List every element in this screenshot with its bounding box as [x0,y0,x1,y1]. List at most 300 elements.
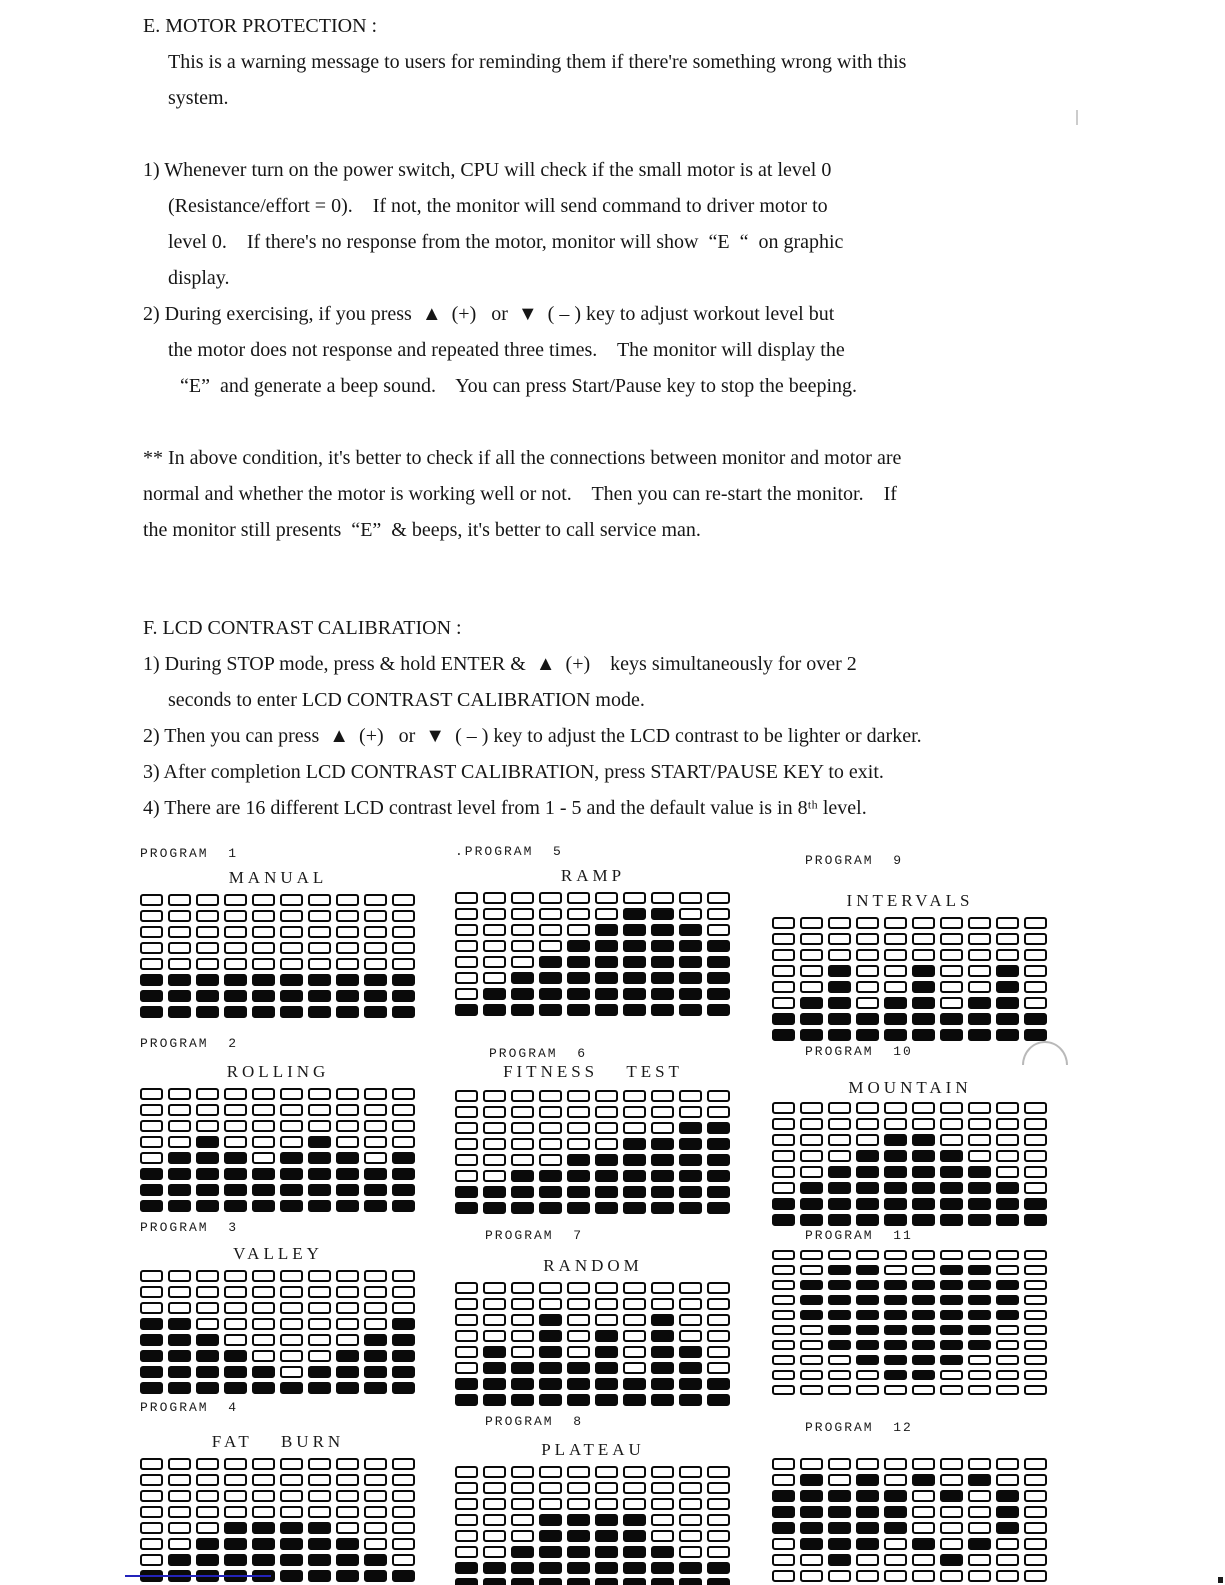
grid-cell-filled [968,1474,991,1486]
grid-cell-filled [912,1150,935,1162]
grid-cell-empty [996,1102,1019,1114]
grid-cell-empty [968,1385,991,1395]
grid-cell-empty [252,1474,275,1486]
grid-cell-empty [996,1458,1019,1470]
grid-cell-filled [800,997,823,1009]
grid-cell-empty [539,940,562,952]
grid-cell-empty [483,1138,506,1150]
text-line: 3) After completion LCD CONTRAST CALIBRATION, press START/PAUSE KEY to exit. [143,761,884,783]
grid-cell-filled [968,1538,991,1550]
grid-cell-filled [912,965,935,977]
grid-cell-filled [336,1184,359,1196]
grid-cell-filled [567,1562,590,1574]
grid-cell-filled [856,1013,879,1025]
grid-cell-empty [224,1286,247,1298]
grid-cell-filled [511,972,534,984]
grid-cell-filled [651,1314,674,1326]
grid-cell-filled [912,997,935,1009]
grid-cell-filled [651,1330,674,1342]
grid-cell-filled [168,1152,191,1164]
grid-cell-empty [996,1538,1019,1550]
grid-cell-filled [856,1265,879,1275]
grid-cell-empty [1024,917,1047,929]
grid-cell-empty [800,981,823,993]
program-block-8 [455,1414,731,1585]
grid-cell-empty [623,1466,646,1478]
grid-cell-filled [828,1182,851,1194]
grid-cell-empty [828,1150,851,1162]
grid-cell-empty [623,1106,646,1118]
grid-cell-empty [336,1490,359,1502]
grid-cell-empty [280,1366,303,1378]
grid-cell-empty [140,958,163,970]
grid-cell-filled [252,1366,275,1378]
grid-cell-empty [968,1458,991,1470]
grid-cell-empty [884,1102,907,1114]
grid-cell-empty [308,926,331,938]
program-grid [772,1250,1048,1395]
grid-cell-filled [511,1170,534,1182]
grid-cell-empty [196,1522,219,1534]
grid-cell-filled [884,1490,907,1502]
grid-cell-filled [679,940,702,952]
grid-cell-empty [168,1474,191,1486]
scan-artifact-speck [1218,1577,1223,1583]
grid-cell-empty [940,981,963,993]
grid-cell-filled [539,1314,562,1326]
grid-cell-empty [828,1385,851,1395]
grid-cell-empty [483,908,506,920]
grid-cell-filled [196,1152,219,1164]
grid-cell-filled [884,1522,907,1534]
grid-cell-filled [280,1554,303,1566]
grid-cell-empty [308,1350,331,1362]
program-grid [772,1102,1048,1226]
grid-cell-filled [224,1350,247,1362]
grid-cell-filled [679,1138,702,1150]
grid-cell-empty [996,1385,1019,1395]
grid-cell-filled [252,1554,275,1566]
grid-cell-empty [455,1282,478,1294]
grid-cell-empty [252,1334,275,1346]
grid-cell-filled [679,1122,702,1134]
grid-cell-empty [707,1362,730,1374]
grid-cell-empty [940,1370,963,1380]
grid-cell-empty [828,1118,851,1130]
grid-cell-filled [224,974,247,986]
grid-cell-filled [364,990,387,1002]
grid-cell-empty [772,1474,795,1486]
grid-cell-empty [912,1490,935,1502]
grid-cell-filled [455,1378,478,1390]
program-label: PROGRAM 2 [140,1036,239,1051]
grid-cell-empty [567,1106,590,1118]
grid-cell-filled [224,1168,247,1180]
grid-cell-empty [772,1355,795,1365]
grid-cell-filled [539,1378,562,1390]
grid-cell-empty [623,1314,646,1326]
grid-cell-empty [483,1106,506,1118]
grid-cell-empty [912,1506,935,1518]
grid-cell-empty [651,1514,674,1526]
grid-cell-filled [595,1170,618,1182]
grid-cell-empty [772,1458,795,1470]
grid-cell-empty [772,1182,795,1194]
grid-cell-filled [336,1554,359,1566]
grid-cell-empty [280,1088,303,1100]
program-block-11 [772,1228,1048,1395]
grid-cell-filled [800,1538,823,1550]
grid-cell-filled [912,981,935,993]
grid-cell-empty [392,942,415,954]
grid-cell-empty [511,1482,534,1494]
grid-cell-empty [996,1355,1019,1365]
grid-cell-empty [679,1298,702,1310]
grid-cell-filled [856,1522,879,1534]
grid-cell-empty [623,1498,646,1510]
grid-cell-empty [623,1482,646,1494]
grid-cell-empty [996,1370,1019,1380]
grid-cell-empty [483,956,506,968]
grid-cell-empty [336,1286,359,1298]
grid-cell-empty [455,1546,478,1558]
grid-cell-filled [940,1029,963,1041]
grid-cell-empty [1024,1522,1047,1534]
grid-cell-filled [651,1546,674,1558]
grid-cell-empty [224,1334,247,1346]
grid-cell-filled [567,1004,590,1016]
grid-cell-empty [856,997,879,1009]
grid-cell-empty [679,1546,702,1558]
grid-cell-empty [140,1286,163,1298]
grid-cell-filled [455,1562,478,1574]
grid-cell-empty [940,1385,963,1395]
program-label: PROGRAM 8 [485,1414,584,1429]
grid-cell-empty [455,1466,478,1478]
grid-cell-filled [595,1578,618,1585]
grid-cell-filled [996,1029,1019,1041]
grid-cell-empty [308,1270,331,1282]
grid-cell-empty [595,1498,618,1510]
grid-cell-empty [679,1514,702,1526]
program-grid [140,1458,416,1582]
grid-cell-empty [511,1138,534,1150]
grid-cell-empty [511,1106,534,1118]
grid-cell-empty [996,1134,1019,1146]
grid-cell-filled [140,1382,163,1394]
grid-cell-filled [856,1182,879,1194]
grid-cell-filled [828,965,851,977]
grid-cell-empty [623,1362,646,1374]
grid-cell-filled [392,1152,415,1164]
scan-artifact-tick [1076,110,1078,125]
grid-cell-empty [483,1514,506,1526]
grid-cell-filled [884,1340,907,1350]
grid-cell-empty [800,1355,823,1365]
grid-cell-empty [196,1474,219,1486]
grid-cell-filled [912,1355,935,1365]
grid-cell-filled [828,1280,851,1290]
grid-cell-empty [940,933,963,945]
grid-cell-filled [595,1330,618,1342]
grid-cell-empty [364,1120,387,1132]
grid-cell-filled [707,940,730,952]
grid-cell-empty [483,1482,506,1494]
grid-cell-filled [651,1186,674,1198]
grid-cell-filled [996,1490,1019,1502]
grid-cell-empty [679,1282,702,1294]
grid-cell-empty [196,1088,219,1100]
grid-cell-empty [364,958,387,970]
grid-cell-filled [679,1562,702,1574]
grid-cell-filled [224,1152,247,1164]
program-block-2 [140,1036,416,1212]
grid-cell-filled [856,1295,879,1305]
grid-cell-empty [651,1282,674,1294]
grid-cell-empty [1024,933,1047,945]
grid-cell-filled [912,1370,935,1380]
grid-cell-filled [168,990,191,1002]
grid-cell-filled [1024,1013,1047,1025]
grid-cell-empty [364,1458,387,1470]
grid-cell-filled [308,1200,331,1212]
grid-cell-filled [595,1186,618,1198]
grid-cell-empty [140,910,163,922]
grid-cell-empty [595,1298,618,1310]
grid-cell-empty [511,908,534,920]
grid-cell-empty [828,933,851,945]
grid-cell-empty [567,1282,590,1294]
grid-cell-empty [828,1102,851,1114]
grid-cell-filled [884,1370,907,1380]
grid-cell-empty [1024,1250,1047,1260]
grid-cell-filled [280,974,303,986]
grid-cell-filled [336,1366,359,1378]
grid-cell-empty [800,1458,823,1470]
grid-cell-empty [252,1152,275,1164]
grid-cell-filled [567,972,590,984]
grid-cell-filled [168,1382,191,1394]
grid-cell-filled [856,1198,879,1210]
grid-cell-filled [940,1013,963,1025]
grid-cell-empty [511,892,534,904]
grid-cell-filled [828,1506,851,1518]
grid-cell-empty [308,1318,331,1330]
grid-cell-empty [224,958,247,970]
grid-cell-filled [483,1362,506,1374]
grid-cell-empty [595,908,618,920]
grid-cell-empty [828,1250,851,1260]
grid-cell-filled [336,1168,359,1180]
grid-cell-filled [168,1366,191,1378]
grid-cell-filled [392,1570,415,1582]
grid-cell-filled [392,1184,415,1196]
grid-cell-empty [1024,1554,1047,1566]
grid-cell-empty [483,1530,506,1542]
grid-cell-empty [884,965,907,977]
grid-cell-filled [800,1013,823,1025]
grid-cell-filled [940,1150,963,1162]
grid-cell-empty [968,1150,991,1162]
grid-cell-filled [651,924,674,936]
grid-cell-empty [336,1458,359,1470]
grid-cell-filled [511,1186,534,1198]
grid-cell-empty [308,942,331,954]
grid-cell-filled [392,1334,415,1346]
grid-cell-filled [196,990,219,1002]
grid-cell-empty [679,1330,702,1342]
grid-cell-filled [800,1280,823,1290]
grid-cell-empty [912,1385,935,1395]
grid-cell-empty [912,1250,935,1260]
grid-cell-filled [772,1506,795,1518]
grid-cell-empty [483,892,506,904]
grid-cell-filled [308,1168,331,1180]
grid-cell-empty [567,1298,590,1310]
grid-cell-filled [940,1355,963,1365]
grid-cell-empty [996,1340,1019,1350]
grid-cell-filled [707,1202,730,1214]
grid-cell-empty [364,942,387,954]
grid-cell-filled [308,1006,331,1018]
grid-cell-filled [483,1004,506,1016]
grid-cell-empty [168,1088,191,1100]
grid-cell-filled [280,1382,303,1394]
grid-cell-empty [392,910,415,922]
grid-cell-empty [968,1522,991,1534]
grid-cell-empty [912,1554,935,1566]
program-label: PROGRAM 4 [140,1400,239,1415]
grid-cell-empty [772,1554,795,1566]
grid-cell-empty [252,1490,275,1502]
grid-cell-empty [392,1270,415,1282]
grid-cell-filled [280,1152,303,1164]
grid-cell-empty [567,1314,590,1326]
grid-cell-filled [567,1546,590,1558]
grid-cell-filled [539,1578,562,1585]
grid-cell-empty [364,1522,387,1534]
grid-cell-filled [828,1310,851,1320]
grid-cell-empty [539,1122,562,1134]
grid-cell-empty [772,1340,795,1350]
grid-cell-empty [856,1134,879,1146]
grid-cell-empty [679,892,702,904]
grid-cell-empty [308,1104,331,1116]
grid-cell-empty [707,1466,730,1478]
grid-cell-filled [392,1382,415,1394]
grid-cell-empty [511,1122,534,1134]
grid-cell-filled [707,1170,730,1182]
grid-cell-filled [539,1346,562,1358]
grid-cell-filled [567,1170,590,1182]
grid-cell-empty [280,942,303,954]
grid-cell-filled [567,940,590,952]
program-block-7 [455,1228,731,1406]
program-block-12 [772,1420,1048,1582]
program-grid [455,1090,731,1214]
grid-cell-filled [511,1562,534,1574]
grid-cell-empty [707,908,730,920]
grid-cell-filled [968,997,991,1009]
program-title: VALLEY [233,1244,323,1263]
text-line: (Resistance/effort = 0). If not, the monitor will send command to driver motor to [168,195,828,217]
grid-cell-filled [595,1362,618,1374]
grid-cell-filled [651,1378,674,1390]
grid-cell-filled [280,1570,303,1582]
grid-cell-filled [224,1006,247,1018]
grid-cell-filled [828,1340,851,1350]
grid-cell-empty [140,1522,163,1534]
grid-cell-filled [364,1554,387,1566]
grid-cell-empty [511,1514,534,1526]
grid-cell-empty [772,965,795,977]
grid-cell-empty [168,1286,191,1298]
grid-cell-filled [912,1134,935,1146]
grid-cell-filled [224,1554,247,1566]
grid-cell-filled [623,1378,646,1390]
grid-cell-filled [595,956,618,968]
grid-cell-filled [884,1198,907,1210]
grid-cell-filled [679,972,702,984]
grid-cell-empty [856,1385,879,1395]
grid-cell-empty [772,1280,795,1290]
grid-cell-empty [336,1522,359,1534]
grid-cell-empty [1024,1458,1047,1470]
grid-cell-filled [168,1554,191,1566]
program-block-3 [140,1220,416,1394]
grid-cell-filled [996,1310,1019,1320]
grid-cell-empty [336,894,359,906]
grid-cell-empty [252,1270,275,1282]
grid-cell-empty [1024,1182,1047,1194]
grid-cell-empty [940,1118,963,1130]
grid-cell-empty [884,1474,907,1486]
grid-cell-empty [1024,1370,1047,1380]
grid-cell-empty [912,1570,935,1582]
grid-cell-filled [455,1202,478,1214]
grid-cell-empty [772,981,795,993]
grid-cell-filled [280,1538,303,1550]
grid-cell-filled [772,1522,795,1534]
grid-cell-filled [308,974,331,986]
grid-cell-filled [856,1506,879,1518]
grid-cell-filled [912,1182,935,1194]
grid-cell-empty [567,1138,590,1150]
grid-cell-filled [140,1200,163,1212]
program-block-1 [140,846,416,1018]
program-title: RAMP [560,866,626,885]
grid-cell-filled [196,1168,219,1180]
grid-cell-filled [567,988,590,1000]
grid-cell-filled [884,1295,907,1305]
grid-cell-filled [483,988,506,1000]
grid-cell-filled [828,1538,851,1550]
grid-cell-filled [679,956,702,968]
grid-cell-empty [168,926,191,938]
grid-cell-empty [511,1346,534,1358]
grid-cell-empty [623,1346,646,1358]
grid-cell-filled [940,1198,963,1210]
grid-cell-empty [224,1088,247,1100]
grid-cell-empty [968,1118,991,1130]
grid-cell-empty [336,910,359,922]
grid-cell-empty [483,1090,506,1102]
grid-cell-empty [940,1522,963,1534]
grid-cell-empty [539,1298,562,1310]
grid-cell-filled [196,974,219,986]
grid-cell-empty [392,1120,415,1132]
grid-cell-filled [707,1378,730,1390]
